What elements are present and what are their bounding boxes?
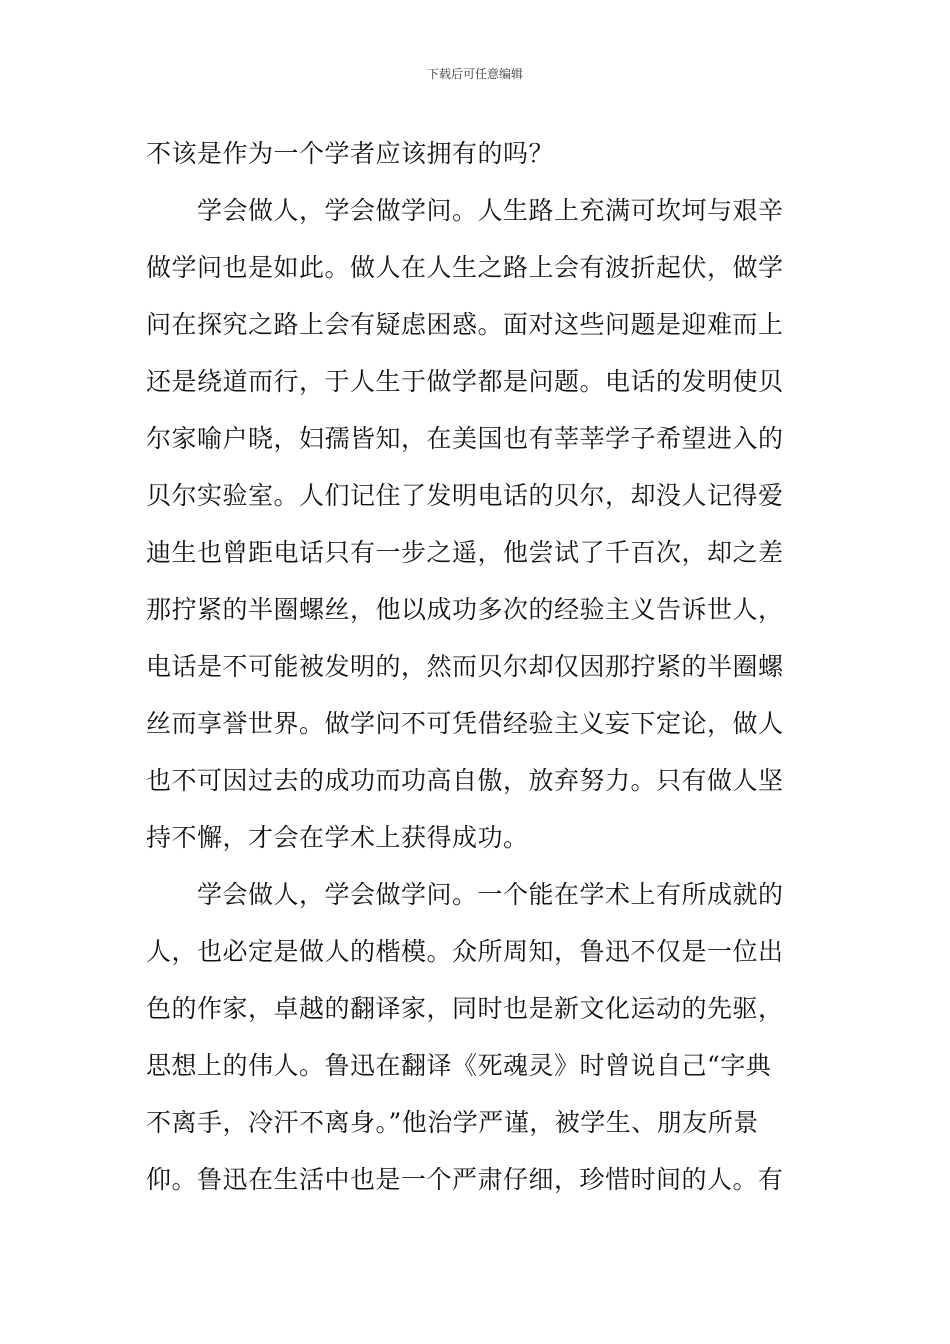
text-line: 不离手，冷汗不离身。”他治学严谨，被学生、朋友所景 — [146, 1108, 759, 1137]
text-line: 迪生也曾距电话只有一步之遥，他尝试了千百次，却之差 — [146, 538, 784, 567]
text-line: 人，也必定是做人的楷模。众所周知，鲁迅不仅是一位出 — [146, 937, 784, 966]
page-header: 下载后可任意编辑 — [426, 67, 523, 81]
text-line: 仰。鲁迅在生活中也是一个严肃仔细，珍惜时间的人。有 — [146, 1165, 784, 1194]
text-line: 学会做人，学会做学问。人生路上充满可坎坷与艰辛 — [146, 196, 784, 225]
text-line: 做学问也是如此。做人在人生之路上会有波折起伏，做学 — [146, 253, 784, 282]
text-line: 丝而享誉世界。做学问不可凭借经验主义妄下定论，做人 — [146, 709, 784, 738]
text-line: 尔家喻户晓，妇孺皆知，在美国也有莘莘学子希望进入的 — [146, 424, 784, 453]
text-line: 学会做人，学会做学问。一个能在学术上有所成就的 — [146, 880, 784, 909]
text-line: 也不可因过去的成功而功高自傲，放弃努力。只有做人坚 — [146, 766, 784, 795]
text-line: 问在探究之路上会有疑虑困惑。面对这些问题是迎难而上 — [146, 310, 784, 339]
text-line: 那拧紧的半圈螺丝，他以成功多次的经验主义告诉世人， — [146, 595, 784, 624]
text-line: 电话是不可能被发明的，然而贝尔却仅因那拧紧的半圈螺 — [146, 652, 784, 681]
text-line: 还是绕道而行，于人生于做学都是问题。电话的发明使贝 — [146, 367, 784, 396]
text-line: 不该是作为一个学者应该拥有的吗？ — [146, 139, 555, 168]
text-line: 思想上的伟人。鲁迅在翻译《死魂灵》时曾说自己“字典 — [146, 1051, 772, 1080]
text-line: 贝尔实验室。人们记住了发明电话的贝尔，却没人记得爱 — [146, 481, 784, 510]
text-line: 持不懈，才会在学术上获得成功。 — [146, 823, 529, 852]
text-line: 色的作家，卓越的翻译家，同时也是新文化运动的先驱， — [146, 994, 784, 1023]
